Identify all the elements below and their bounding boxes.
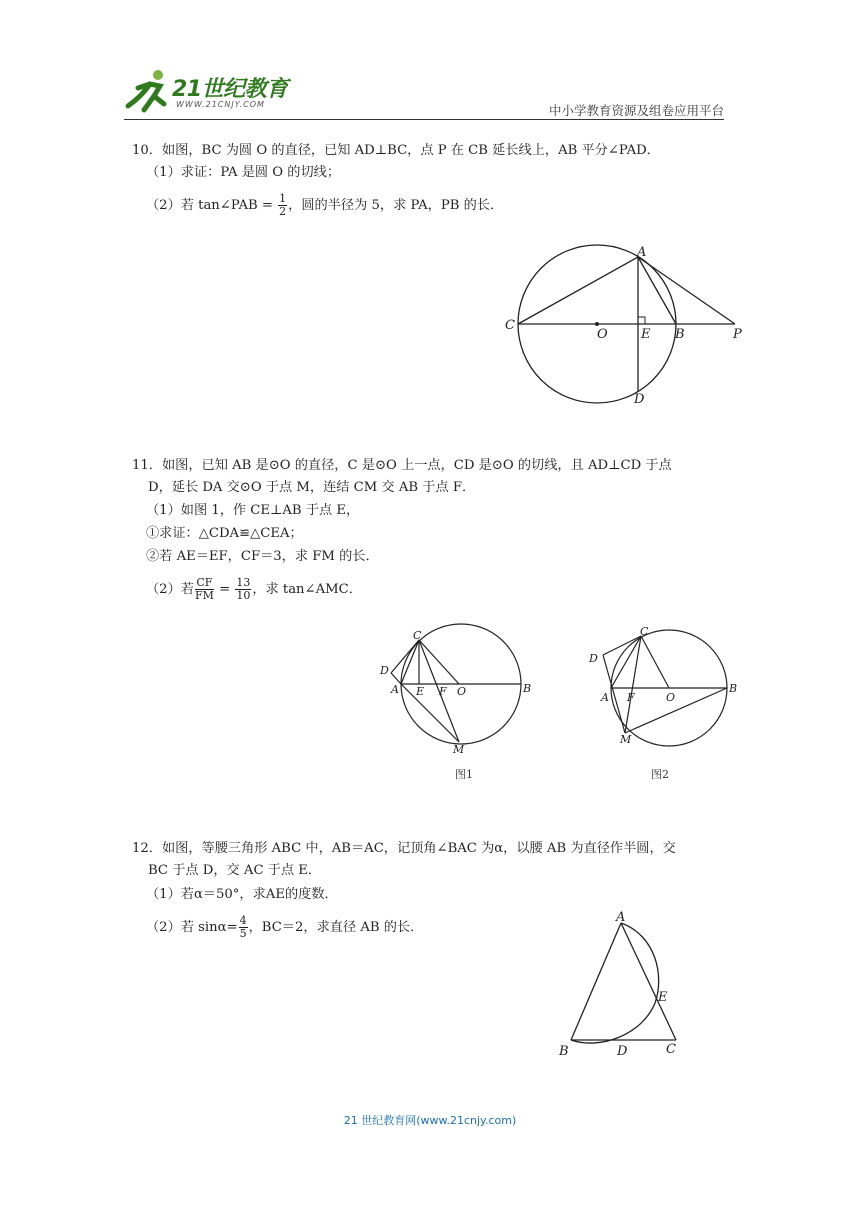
q11-frac1-num: CF — [196, 576, 213, 589]
q10-part2-post: ，圆的半径为 5，求 PA，PB 的长． — [288, 198, 504, 213]
q11-stem-line2: D，延长 DA 交⊙O 于点 M，连结 CM 交 AB 于点 F． — [148, 480, 476, 495]
q12-stem-line2: BC 于点 D，交 AC 于点 E． — [148, 863, 322, 878]
q10-part2 — [146, 192, 503, 220]
q10-part1: （1）求证：PA 是圆 O 的切线； — [146, 165, 341, 180]
label-E: E — [658, 990, 668, 1005]
fig1-label-M: M — [453, 743, 465, 756]
header-divider — [124, 119, 724, 120]
q10-stem — [132, 140, 732, 162]
q11-frac1-den: FM — [194, 589, 214, 602]
q11-part2 — [146, 576, 362, 604]
q12-fraction — [239, 915, 248, 940]
label-E: E — [641, 327, 651, 342]
question-11 — [132, 455, 742, 477]
fig1-label-A: A — [391, 683, 399, 696]
fig1-label-D: D — [380, 664, 389, 677]
q11-part1: （1）如图 1，作 CE⊥AB 于点 E， — [146, 503, 360, 518]
fig1-caption: 图1 — [455, 768, 473, 781]
logo-url: WWW.21CNJY.COM — [176, 100, 265, 109]
q12-part2-post: ，BC＝2，求直径 AB 的长． — [248, 920, 424, 935]
q10-fraction — [278, 193, 287, 218]
q12-stem-line1-text: 如图，等腰三角形 ABC 中，AB＝AC，记顶角∠BAC 为α，以腰 AB 为直径作半圆，交 — [161, 841, 676, 856]
q10-frac-num: 1 — [279, 192, 287, 205]
logo-text: 21世纪教育 — [172, 77, 288, 102]
q11-part1-i: ①求证：△CDA≌△CEA； — [146, 526, 303, 541]
q11-part1-ii: ②若 AE＝EF，CF＝3，求 FM 的长． — [146, 549, 379, 564]
fig2-label-C: C — [640, 625, 649, 638]
q11-figure-2 — [585, 620, 745, 755]
fig1-label-E: E — [416, 685, 425, 698]
q11-frac2-den: 10 — [236, 589, 251, 602]
label-A: A — [637, 245, 647, 260]
q10-number: 10． — [132, 143, 162, 158]
q12-figure — [550, 905, 700, 1060]
fig2-label-D: D — [589, 652, 598, 665]
fig2-label-M: M — [620, 733, 632, 746]
q12-part1: （1）若α＝50°，求AE的度数． — [146, 887, 338, 902]
q11-part2-post: ，求 tan∠AMC． — [252, 582, 362, 597]
logo — [120, 66, 295, 118]
q11-fraction-2 — [235, 577, 251, 602]
question-10 — [132, 140, 732, 162]
runner-logo-icon — [120, 66, 180, 116]
fig1-label-C: C — [413, 629, 422, 642]
footer-link[interactable]: 21 世纪教育网(www.21cnjy.com) — [343, 1114, 517, 1127]
q11-number: 11． — [132, 458, 162, 473]
fig2-label-B: B — [729, 682, 738, 695]
label-B: B — [675, 327, 685, 342]
q10-stem-text: 如图，BC 为圆 O 的直径，已知 AD⊥BC，点 P 在 CB 延长线上，AB 平分∠PAD． — [161, 143, 660, 158]
label-P: P — [733, 327, 742, 342]
q12-frac-den: 5 — [239, 927, 247, 940]
q12-number: 12． — [132, 841, 162, 856]
q11-fraction-1 — [195, 577, 214, 602]
fig1-label-F: F — [439, 685, 447, 698]
label-D: D — [634, 392, 645, 407]
question-12 — [132, 838, 742, 860]
fig2-label-A: A — [601, 691, 609, 704]
fig2-label-F: F — [627, 691, 635, 704]
label-C: C — [505, 318, 515, 333]
label-O: O — [597, 327, 608, 342]
label-B: B — [559, 1044, 569, 1059]
fig2-label-O: O — [666, 691, 676, 704]
q12-stem-line1 — [132, 838, 742, 860]
q11-stem-line1 — [132, 455, 742, 477]
q12-frac-num: 4 — [239, 914, 247, 927]
q10-part2-pre: （2）若 tan∠PAB = — [146, 198, 273, 213]
q11-figure-1 — [375, 620, 545, 760]
q11-equals: = — [219, 582, 231, 597]
label-C: C — [666, 1042, 676, 1057]
q10-figure — [500, 240, 760, 410]
q10-frac-den: 2 — [279, 205, 287, 218]
platform-name: 中小学教育资源及组卷应用平台 — [548, 103, 724, 118]
q11-stem-line1-text: 如图，已知 AB 是⊙O 的直径，C 是⊙O 上一点，CD 是⊙O 的切线，且 AD⊥CD 于点 — [161, 458, 672, 473]
q12-part2-pre: （2）若 sinα= — [146, 920, 238, 935]
label-D: D — [617, 1044, 628, 1059]
q11-part2-pre: （2）若 — [146, 582, 194, 597]
fig2-caption: 图2 — [651, 768, 669, 781]
q11-frac2-num: 13 — [236, 576, 251, 589]
label-A: A — [616, 910, 626, 925]
q12-part2 — [146, 914, 423, 942]
fig1-label-B: B — [523, 682, 532, 695]
fig1-label-O: O — [457, 685, 467, 698]
